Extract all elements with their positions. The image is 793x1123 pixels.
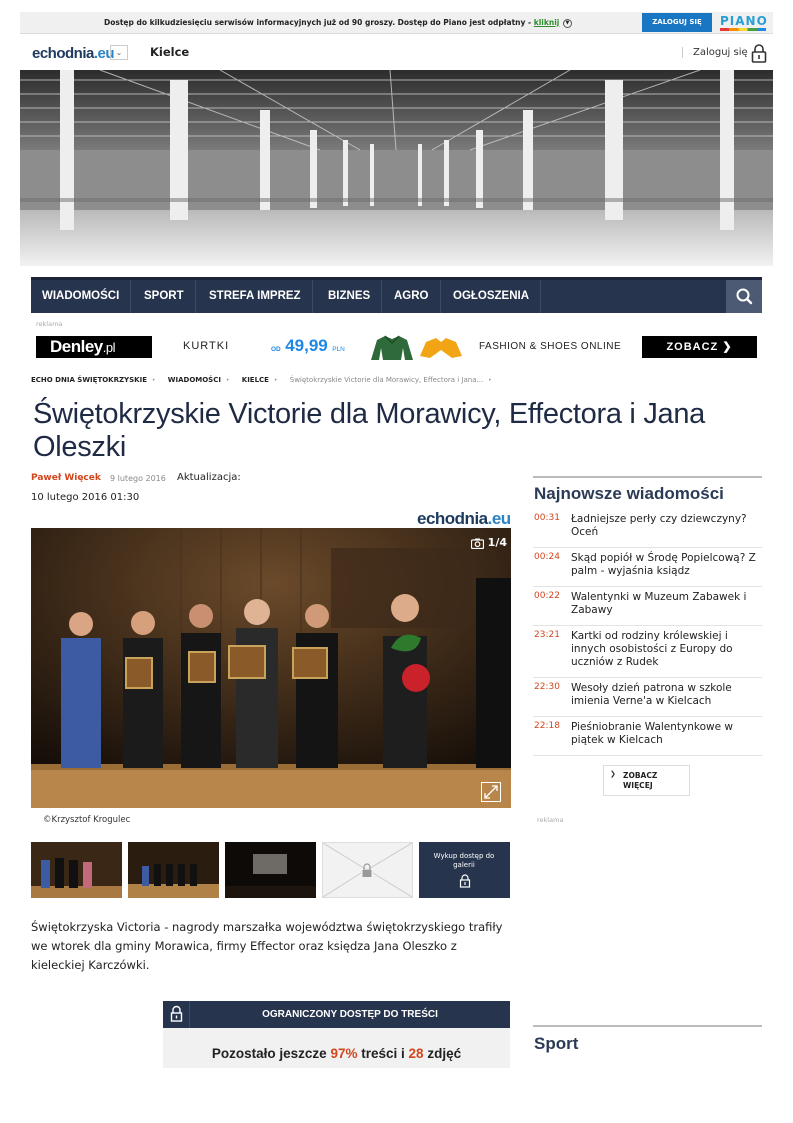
news-item[interactable]: [533, 630, 762, 678]
breadcrumb-item-wiadomosci[interactable]: WIADOMOŚCI: [167, 376, 221, 384]
see-more-label: ZOBACZ WIĘCEJ: [623, 771, 658, 790]
ad-price-prefix: OD: [271, 346, 281, 353]
piano-logo-stripe: [720, 28, 766, 31]
ad-fashion-text: FASHION & SHOES ONLINE: [479, 341, 622, 352]
remaining-content-text: [163, 1046, 510, 1061]
ad-label: reklama: [36, 320, 63, 328]
news-headline[interactable]: Ładniejsze perły czy dziewczyny? Oceń: [571, 513, 747, 538]
chevron-right-icon: ‣: [273, 377, 278, 384]
piano-message: [104, 18, 572, 28]
remaining-mid: treści i: [361, 1046, 405, 1061]
photo-counter: [471, 536, 507, 549]
breadcrumb: [31, 376, 502, 384]
news-time: 00:24: [534, 552, 560, 562]
sidebar-ad-label: reklama: [537, 816, 564, 824]
breadcrumb-item-current: Świętokrzyskie Victorie dla Morawicy, Effectora i Jana...: [289, 376, 484, 384]
thumbnail-image: [31, 842, 122, 898]
news-time: 00:22: [534, 591, 560, 601]
news-headline[interactable]: Walentynki w Muzeum Zabawek i Zabawy: [571, 591, 747, 616]
main-article-photo[interactable]: [31, 528, 511, 808]
article-title: Świętokrzyskie Victorie dla Morawicy, Effectora i Jana Oleszki: [33, 398, 706, 463]
nav-item-biznes[interactable]: BIZNES: [317, 280, 382, 313]
nav-item-strefa-imprez[interactable]: STREFA IMPREZ: [198, 280, 313, 313]
news-headline[interactable]: Pieśniobranie Walentynkowe w piątek w Kielcach: [571, 721, 733, 746]
photo-credit: ©Krzysztof Krogulec: [43, 815, 131, 825]
remaining-percent: 97%: [330, 1046, 358, 1061]
update-date: 10 lutego 2016 01:30: [31, 492, 140, 503]
piano-top-bar: [20, 12, 773, 34]
ad-cta-label: ZOBACZ: [666, 341, 719, 353]
news-item[interactable]: [533, 591, 762, 626]
ad-price: [271, 336, 345, 356]
watermark-main: echodnia: [417, 509, 488, 528]
remaining-prefix: Pozostało jeszcze: [211, 1046, 327, 1061]
yellow-jacket-icon: [418, 336, 464, 360]
gallery-thumbnail[interactable]: [31, 842, 122, 898]
sport-section-title[interactable]: Sport: [534, 1034, 579, 1053]
article-lead: Świętokrzyska Victoria - nagrody marszałka województwa świętokrzyskiego trafiły we wtorek dla gminy Morawica, firmy Effector oraz księdza Jana Oleszko z kieleckiej Karczówki.: [31, 920, 503, 972]
news-headline[interactable]: Wesoły dzień patrona w szkole imienia Verne'a w Kielcach: [571, 682, 732, 707]
article-author[interactable]: Paweł Więcek: [31, 473, 101, 483]
locked-thumbnail[interactable]: [322, 842, 413, 898]
ad-brand: Denley: [50, 337, 103, 356]
chevron-right-icon: ‣: [488, 377, 492, 384]
piano-link[interactable]: kliknij: [533, 18, 560, 27]
city-dropdown-toggle[interactable]: [110, 45, 128, 60]
ad-price-value: 49,99: [285, 336, 328, 355]
nav-item-sport[interactable]: SPORT: [133, 280, 196, 313]
restricted-access-bar: [163, 1001, 510, 1028]
chevron-right-icon: ‣: [225, 377, 230, 384]
breadcrumb-item-kielce[interactable]: KIELCE: [241, 376, 269, 384]
ad-cta-button[interactable]: [642, 336, 757, 358]
gallery-thumbnail[interactable]: [128, 842, 219, 898]
buy-access-label: Wykup dostęp do galerii: [433, 852, 495, 869]
update-label: Aktualizacja:: [177, 472, 241, 483]
ad-kurtki: KURTKI: [183, 340, 230, 352]
sidebar-title[interactable]: Najnowsze wiadomości: [534, 484, 724, 503]
lock-icon[interactable]: [751, 44, 767, 63]
lock-icon: [459, 874, 471, 888]
sport-divider: [533, 1025, 762, 1027]
top-login-button[interactable]: ZALOGUJ SIĘ: [642, 13, 712, 32]
news-headline[interactable]: Skąd popiół w Środę Popielcową? Z palm - wyjaśnia ksiądz: [571, 552, 756, 577]
news-time: 00:31: [534, 513, 560, 523]
news-item[interactable]: [533, 721, 762, 756]
thumbnail-image: [128, 842, 219, 898]
chevron-right-icon: ❯: [610, 770, 616, 778]
green-jacket-icon: [367, 334, 417, 362]
restricted-access-label: OGRANICZONY DOSTĘP DO TREŚCI: [262, 1009, 438, 1020]
main-navigation: [31, 277, 762, 313]
site-logo[interactable]: [32, 45, 114, 62]
hero-banner-image[interactable]: [20, 70, 773, 266]
news-item[interactable]: [533, 682, 762, 717]
site-header: [20, 34, 773, 70]
gallery-thumbnail[interactable]: [225, 842, 316, 898]
piano-logo[interactable]: PIANO: [720, 14, 768, 28]
news-time: 22:30: [534, 682, 560, 692]
news-item[interactable]: [533, 513, 762, 548]
envelope-lock-icon: [323, 843, 412, 897]
article-date: 9 lutego 2016: [110, 474, 166, 483]
photo-watermark-logo: [417, 509, 511, 529]
photo-counter-text: 1/4: [487, 536, 507, 549]
restricted-lock-box: [163, 1001, 190, 1028]
logo-main: echodnia: [32, 45, 94, 62]
news-time: 22:18: [534, 721, 560, 731]
warehouse-illustration: [20, 70, 773, 266]
piano-message-text: Dostęp do kilkudziesięciu serwisów informacyjnych już od 90 groszy. Dostęp do Piano jest odpłatny -: [104, 18, 534, 27]
sidebar-divider: [533, 476, 762, 478]
chevron-right-icon: ‣: [151, 377, 156, 384]
search-button[interactable]: [726, 280, 762, 313]
nav-item-agro[interactable]: AGRO: [383, 280, 441, 313]
ad-banner[interactable]: [31, 330, 762, 364]
remaining-photos: 28: [408, 1046, 424, 1061]
watermark-suffix: .eu: [487, 509, 511, 528]
ad-price-unit: PLN: [332, 346, 345, 353]
news-item[interactable]: [533, 552, 762, 587]
nav-item-wiadomosci[interactable]: WIADOMOŚCI: [31, 280, 131, 313]
logo-suffix: .eu: [93, 45, 115, 62]
city-name[interactable]: Kielce: [150, 45, 190, 59]
news-headline[interactable]: Kartki od rodziny królewskiej i innych osobistości z Europy do uczniów z Rudek: [571, 630, 733, 668]
chevron-down-icon[interactable]: ▼: [563, 19, 572, 28]
ad-brand-logo[interactable]: [36, 336, 152, 358]
award-ceremony-photo: [31, 528, 511, 808]
camera-icon: [471, 538, 484, 549]
buy-gallery-access-button[interactable]: [419, 842, 510, 898]
see-more-button[interactable]: [603, 765, 690, 796]
thumbnail-image: [225, 842, 316, 898]
header-login-link[interactable]: Zaloguj się: [682, 47, 748, 58]
lock-icon: [163, 1001, 190, 1028]
nav-item-ogloszenia[interactable]: OGŁOSZENIA: [442, 280, 541, 313]
chevron-down-icon: ⌄: [115, 48, 123, 57]
search-icon: [726, 280, 762, 313]
ad-brand-suffix: .pl: [102, 340, 115, 355]
expand-icon[interactable]: [481, 782, 501, 802]
remaining-suffix: zdjęć: [427, 1046, 462, 1061]
breadcrumb-item-echo-dnia[interactable]: ECHO DNIA ŚWIĘTOKRZYSKIE: [31, 376, 147, 384]
chevron-right-icon: ❯: [722, 341, 733, 353]
gallery-thumbnails: [31, 842, 511, 898]
restricted-access-panel: [163, 1028, 510, 1068]
news-time: 23:21: [534, 630, 560, 640]
